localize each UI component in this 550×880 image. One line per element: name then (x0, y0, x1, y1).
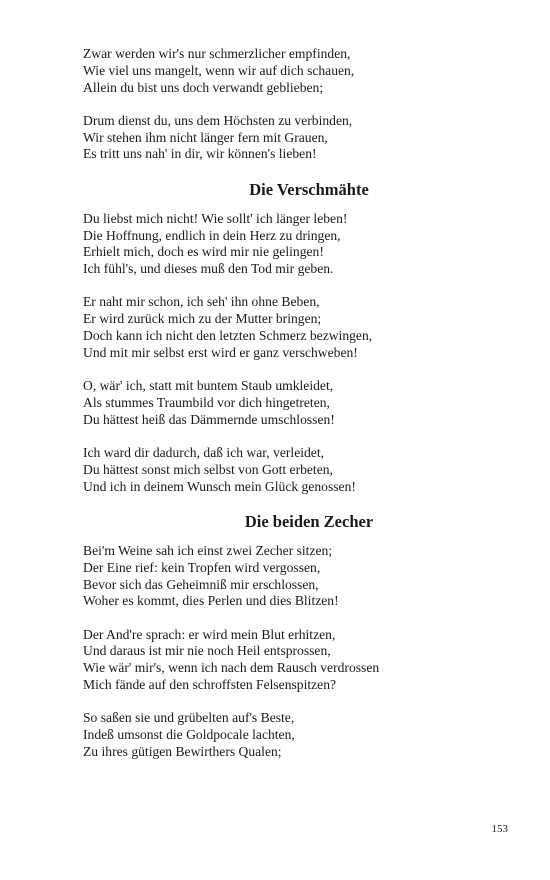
verse-line: Zwar werden wir's nur schmerzlicher empfinden, (83, 46, 351, 61)
stanza (83, 445, 523, 495)
verse-line: Wir stehen ihm nicht länger fern mit Grauen, (83, 129, 328, 145)
verse-line: Zu ihres gütigen Bewirthers Qualen; (83, 743, 282, 759)
stanza (83, 710, 523, 760)
poem-title: Die beiden Zecher (244, 511, 374, 531)
verse-line: Es tritt uns nah' in dir, wir können's lieben! (83, 146, 317, 162)
verse-line: Und daraus ist mir nie noch Heil entsprossen, (83, 643, 331, 659)
verse-line: Der And're sprach: er wird mein Blut erhitzen, (83, 626, 336, 642)
verse-line: Und mit mir selbst erst wird er ganz verschweben! (83, 344, 358, 360)
verse-line: Bevor sich das Geheimniß mir erschlossen, (83, 576, 319, 592)
page-number: 153 (491, 823, 508, 835)
verse-line: Ich fühl's, und dieses muß den Tod mir geben. (83, 261, 334, 277)
verse-line: Bei'm Weine sah ich einst zwei Zecher sitzen; (83, 542, 333, 558)
stanza (83, 46, 523, 96)
verse-line: Als stummes Traumbild vor dich hingetreten, (83, 394, 330, 410)
stanza (83, 543, 523, 610)
page-body (83, 46, 523, 777)
verse-line: Du liebst mich nicht! Wie sollt' ich länger leben! (83, 210, 348, 226)
verse-line: Drum dienst du, uns dem Höchsten zu verbinden, (83, 112, 353, 128)
verse-line: Er naht mir schon, ich seh' ihn ohne Beben, (83, 294, 320, 310)
verse-line: Du hättest sonst mich selbst von Gott erbeten, (83, 461, 333, 477)
verse-line: O, wär' ich, statt mit buntem Staub umkleidet, (83, 378, 334, 394)
verse-line: Doch kann ich nicht den letzten Schmerz bezwingen, (83, 328, 373, 344)
poem-title: Die Verschmähte (249, 179, 369, 199)
verse-line: Die Hoffnung, endlich in dein Herz zu dringen, (83, 227, 341, 243)
verse-line: Allein du bist uns doch verwandt geblieben; (83, 79, 324, 95)
stanza (83, 294, 523, 361)
verse-line: Er wird zurück mich zu der Mutter bringen; (83, 311, 322, 327)
verse-line: Woher es kommt, dies Perlen und dies Blitzen! (83, 593, 339, 609)
verse-line: Wie wär' mir's, wenn ich nach dem Rausch verdrossen (83, 660, 380, 676)
verse-line: Mich fände auf den schroffsten Felsenspitzen? (83, 677, 337, 693)
verse-line: Indeß umsonst die Goldpocale lachten, (83, 727, 295, 743)
stanza (83, 627, 523, 694)
verse-line: Erhielt mich, doch es wird mir nie gelingen! (83, 244, 324, 260)
verse-line: Ich ward dir dadurch, daß ich war, verleidet, (83, 445, 325, 461)
verse-line: Wie viel uns mangelt, wenn wir auf dich schauen, (83, 62, 355, 78)
verse-line: Und ich in deinem Wunsch mein Glück genossen! (83, 478, 356, 494)
stanza (83, 211, 523, 278)
stanza (83, 378, 523, 428)
verse-line: Du hättest heiß das Dämmernde umschlossen! (83, 411, 335, 427)
verse-line: So saßen sie und grübelten auf's Beste, (83, 710, 295, 726)
verse-line: Der Eine rief: kein Tropfen wird vergossen, (83, 559, 321, 575)
stanza (83, 113, 523, 163)
